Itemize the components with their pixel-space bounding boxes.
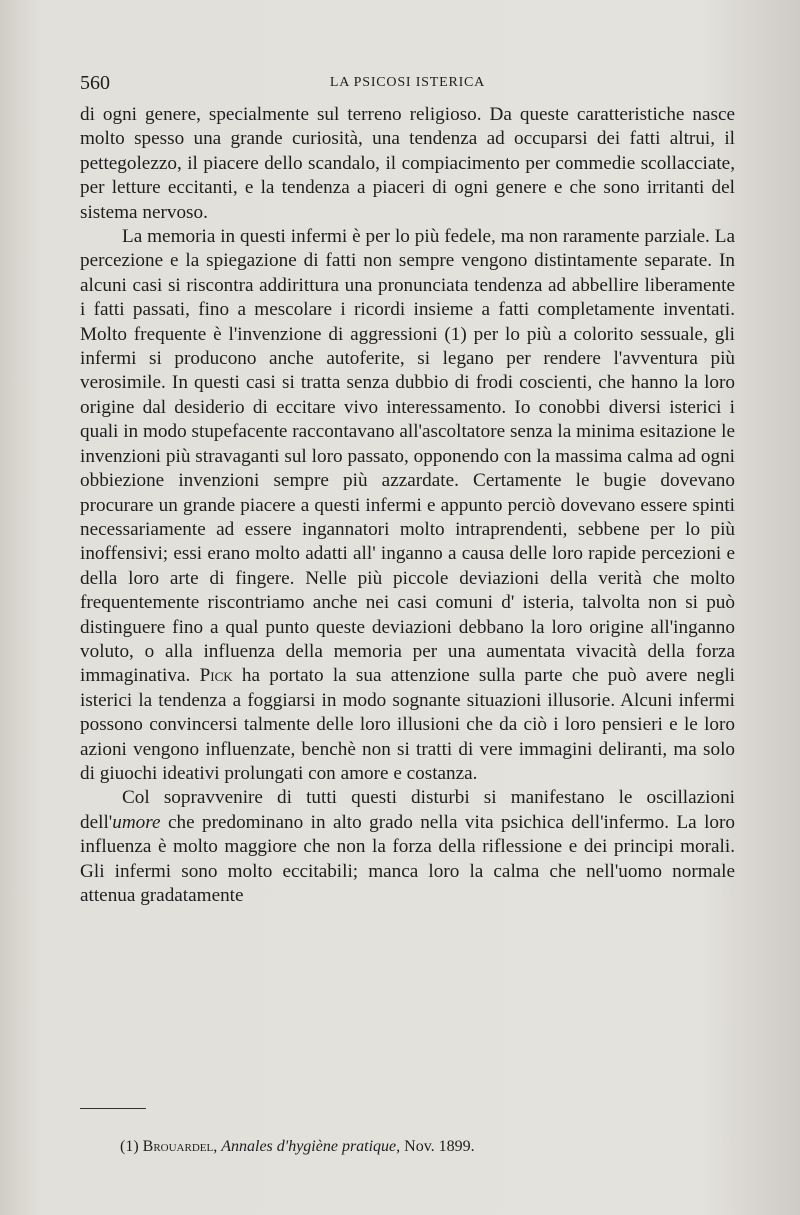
footnote-marker: (1) (120, 1138, 139, 1155)
footnote-journal: Annales d'hygiène pratique, (221, 1138, 401, 1155)
footnote-author: Brouardel, (142, 1138, 218, 1155)
paragraph-3-text-b: che predominano in alto grado nella vita psichica dell'infermo. La loro influenza è molto maggiore che non la forza della riflessione e dei principi morali. Gli infermi sono molto eccitabili; manca loro la calma che nell'uomo normale attenua gradatamente (80, 811, 736, 906)
body-text (80, 103, 735, 908)
author-name-pick: Pick (199, 665, 233, 687)
running-title: LA PSICOSI ISTERICA (329, 75, 486, 90)
paragraph-2 (80, 225, 735, 786)
paragraph-2-text-a: La memoria in questi infermi è per lo più fedele, ma non raramente parziale. La percezione e la spiegazione di fatti non sempre vengono distintamente separate. In alcuni casi si riscontra addirittura una pronunciata tendenza ad abbellire liberamente i fatti passati, fino a mescolare i ricordi insieme a fatti completamente inventati. Molto frequente è l'invenzione di aggressioni (1) per lo più a colorito sessuale, gli infermi si producono anche autoferite, si legano per rendere l'avventura più verosimile. In questi casi si tratta senza dubbio di frodi coscienti, che hanno la loro origine dal desiderio di eccitare vivo interessamento. Io conobbi diversi isterici i quali in modo stupefacente raccontavano all'ascoltatore senza la minima esitazione le invenzioni più stravaganti sul loro passato, opponendo con la massima calma ad ogni obbiezione invenzioni sempre più azzardate. Certamente le bugie dovevano procurare un grande piacere a questi infermi e appunto perciò dovevano essere spinti necessariamente ad essere ingannatori molto intraprendenti, sebbene per lo più inoffensivi; essi erano molto adatti all' inganno a causa delle loro rapide percezioni e della loro arte di fingere. Nelle più piccole deviazioni della verità che molto frequentemente riscontriamo anche nei casi comuni d' isteria, talvolta non si può distinguere fino a qual punto queste deviazioni debbano la loro origine all'inganno voluto, o alla influenza della memoria per una aumentata vivacità della forza immaginativa. (80, 226, 735, 687)
paragraph-3-text-a: Col sopravvenire di tutti questi disturbi si manifestano le oscillazioni dell' (80, 787, 735, 833)
paragraph-1: di ogni genere, specialmente sul terreno religioso. Da queste caratteristiche nasce molto spesso una grande curiosità, una tendenza ad occuparsi dei fatti altrui, il pettegolezzo, il piacere dello scandalo, il compiacimento per commedie scollacciate, per letture eccitanti, e la tendenza a piaceri di ogni genere e che sono irritanti del sistema nervoso. (80, 104, 735, 223)
paragraph-2-text-b: ha portato la sua attenzione sulla parte che può avere negli isterici la tendenza a foggiarsi in modo sognante situazioni illusorie. Alcuni infermi possono convincersi talmente delle loro illusioni che da ciò i loro pensieri e le loro azioni vengono influenzate, benchè non si tratti di vere immagini deliranti, ma solo di giuochi ideativi prolungati con amore e costanza. (80, 665, 735, 784)
page-number: 560 (80, 72, 110, 94)
footnote-date: Nov. 1899. (404, 1138, 475, 1155)
term-umore: umore (112, 811, 161, 833)
page-header (80, 70, 735, 96)
footnote-divider (80, 1108, 146, 1109)
paragraph-3 (80, 786, 735, 908)
footnote (120, 1136, 720, 1158)
